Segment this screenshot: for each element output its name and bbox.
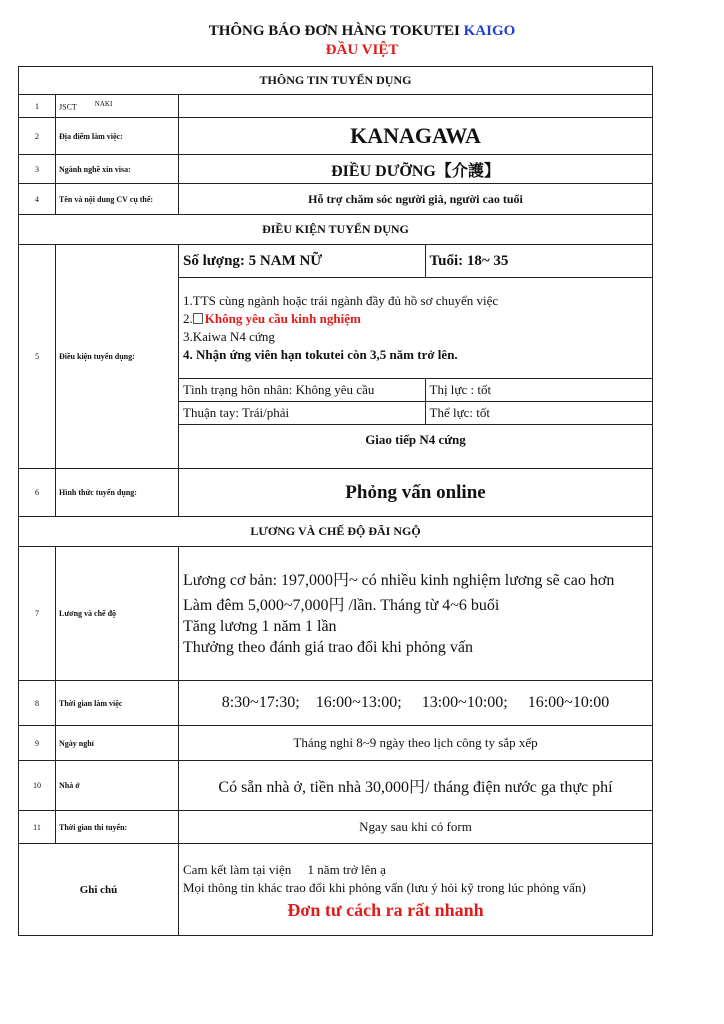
job-description-value: Hỗ trợ chăm sóc người già, người cao tuổi	[179, 184, 653, 215]
requirement-2-text: Không yêu cầu kinh nghiệm	[204, 311, 361, 326]
row-label: Nhà ở	[56, 761, 179, 811]
days-off-value: Tháng nghỉ 8~9 ngày theo lịch công ty sắp xếp	[179, 726, 653, 761]
table-row	[19, 811, 653, 844]
row-number: 3	[19, 155, 56, 184]
table-row	[19, 726, 653, 761]
conditions-grid	[179, 245, 652, 455]
row-label: Hình thức tuyển dụng:	[56, 469, 179, 517]
table-row	[19, 184, 653, 215]
section-recruitment-conditions	[19, 215, 653, 245]
note-highlight: Đơn tư cách ra rất nhanh	[287, 899, 484, 920]
salary-line-4: Thưởng theo đánh giá trao đổi khi phỏng vấn	[183, 638, 473, 656]
row-number: 6	[19, 469, 56, 517]
row-tag: NAKI	[94, 100, 113, 109]
requirement-3: 3.Kaiwa N4 cứng	[183, 329, 275, 344]
requirement-2-prefix: 2.	[183, 311, 193, 326]
row-label: Tên và nội dung CV cụ thể:	[56, 184, 179, 215]
notes-content	[179, 844, 653, 936]
note-line-2: Mọi thông tin khác trao đổi khi phỏng vấn (lưu ý hỏi kỹ trong lúc phỏng vấn)	[183, 879, 586, 895]
notes-label: Ghi chú	[19, 844, 179, 936]
eyesight: Thị lực : tốt	[425, 379, 652, 402]
table-row	[19, 95, 653, 118]
conditions-cell	[179, 245, 653, 469]
row-number: 2	[19, 118, 56, 155]
table-row	[19, 118, 653, 155]
title-accent: KAIGO	[463, 23, 516, 39]
section-salary-benefits	[19, 517, 653, 547]
requirements-list	[179, 278, 652, 379]
salary-line-2: Làm đêm 5,000~7,000円 /lần. Tháng từ 4~6 buổi	[183, 596, 500, 614]
note-line-1: Cam kết làm tại viện 1 năm trở lên ạ	[183, 861, 386, 877]
row-value-empty	[179, 95, 653, 118]
section-title: ĐIỀU KIỆN TUYỂN DỤNG	[19, 215, 653, 245]
table-row	[19, 761, 653, 811]
working-hours-value: 8:30~17:30; 16:00~13:00; 13:00~10:00; 16:00~10:00	[179, 681, 653, 726]
row-label: Thời gian thi tuyển:	[56, 811, 179, 844]
row-label: Ngành nghề xin visa:	[56, 155, 179, 184]
table-row	[19, 245, 653, 469]
row-number: 11	[19, 811, 56, 844]
table-row	[19, 547, 653, 681]
title-main: THÔNG BÁO ĐƠN HÀNG TOKUTEI	[208, 23, 460, 39]
row-label: Ngày nghỉ	[56, 726, 179, 761]
document-title	[0, 22, 724, 41]
row-label: Điều kiện tuyển dụng:	[56, 245, 179, 469]
handedness: Thuận tay: Trái/phải	[179, 402, 425, 425]
requirement-4: 4. Nhận ứng viên hạn tokutei còn 3,5 năm trở lên.	[183, 347, 458, 362]
section-recruitment-info	[19, 67, 653, 95]
exam-time-value: Ngay sau khi có form	[179, 811, 653, 844]
communication-requirement: Giao tiếp N4 cứng	[179, 425, 652, 456]
table-row	[19, 155, 653, 184]
row-number: 9	[19, 726, 56, 761]
row-number: 8	[19, 681, 56, 726]
marital-status: Tình trạng hôn nhân: Không yêu cầu	[179, 379, 425, 402]
salary-details	[179, 547, 653, 681]
quantity-value: Số lượng: 5 NAM NỮ	[183, 252, 323, 269]
checkbox-icon	[193, 313, 203, 324]
requirement-2	[183, 310, 648, 328]
row-number: 7	[19, 547, 56, 681]
requirement-1: 1.TTS cùng ngành hoặc trái ngành đầy đủ hồ sơ chuyển việc	[183, 293, 499, 308]
row-label: Địa điểm làm việc:	[56, 118, 179, 155]
recruitment-method-value: Phỏng vấn online	[179, 469, 653, 517]
housing-value: Có sẵn nhà ở, tiền nhà 30,000円/ tháng điện nước ga thực phí	[179, 761, 653, 811]
visa-occupation-value: ĐIỀU DƯỠNG【介護】	[179, 155, 653, 184]
section-title: LƯƠNG VÀ CHẾ ĐỘ ĐÃI NGỘ	[19, 517, 653, 547]
salary-line-1: Lương cơ bản: 197,000円~ có nhiều kinh nghiệm lương sẽ cao hơn	[183, 571, 615, 589]
age-value: Tuổi: 18~ 35	[425, 245, 652, 278]
row-label: Lương và chế độ	[56, 547, 179, 681]
fitness: Thể lực: tốt	[425, 402, 652, 425]
table-row	[19, 469, 653, 517]
order-table	[18, 66, 653, 936]
table-row	[19, 844, 653, 936]
section-title: THÔNG TIN TUYỂN DỤNG	[19, 67, 653, 95]
row-number: 5	[19, 245, 56, 469]
salary-line-3: Tăng lương 1 năm 1 lần	[183, 617, 337, 635]
row-label-text: JSCT	[59, 102, 77, 112]
row-number: 1	[19, 95, 56, 118]
row-number: 4	[19, 184, 56, 215]
row-label: Thời gian làm việc	[56, 681, 179, 726]
row-label	[56, 95, 179, 118]
table-row	[19, 681, 653, 726]
work-location-value: KANAGAWA	[179, 118, 653, 155]
row-number: 10	[19, 761, 56, 811]
document-subtitle: ĐẦU VIỆT	[325, 42, 399, 58]
